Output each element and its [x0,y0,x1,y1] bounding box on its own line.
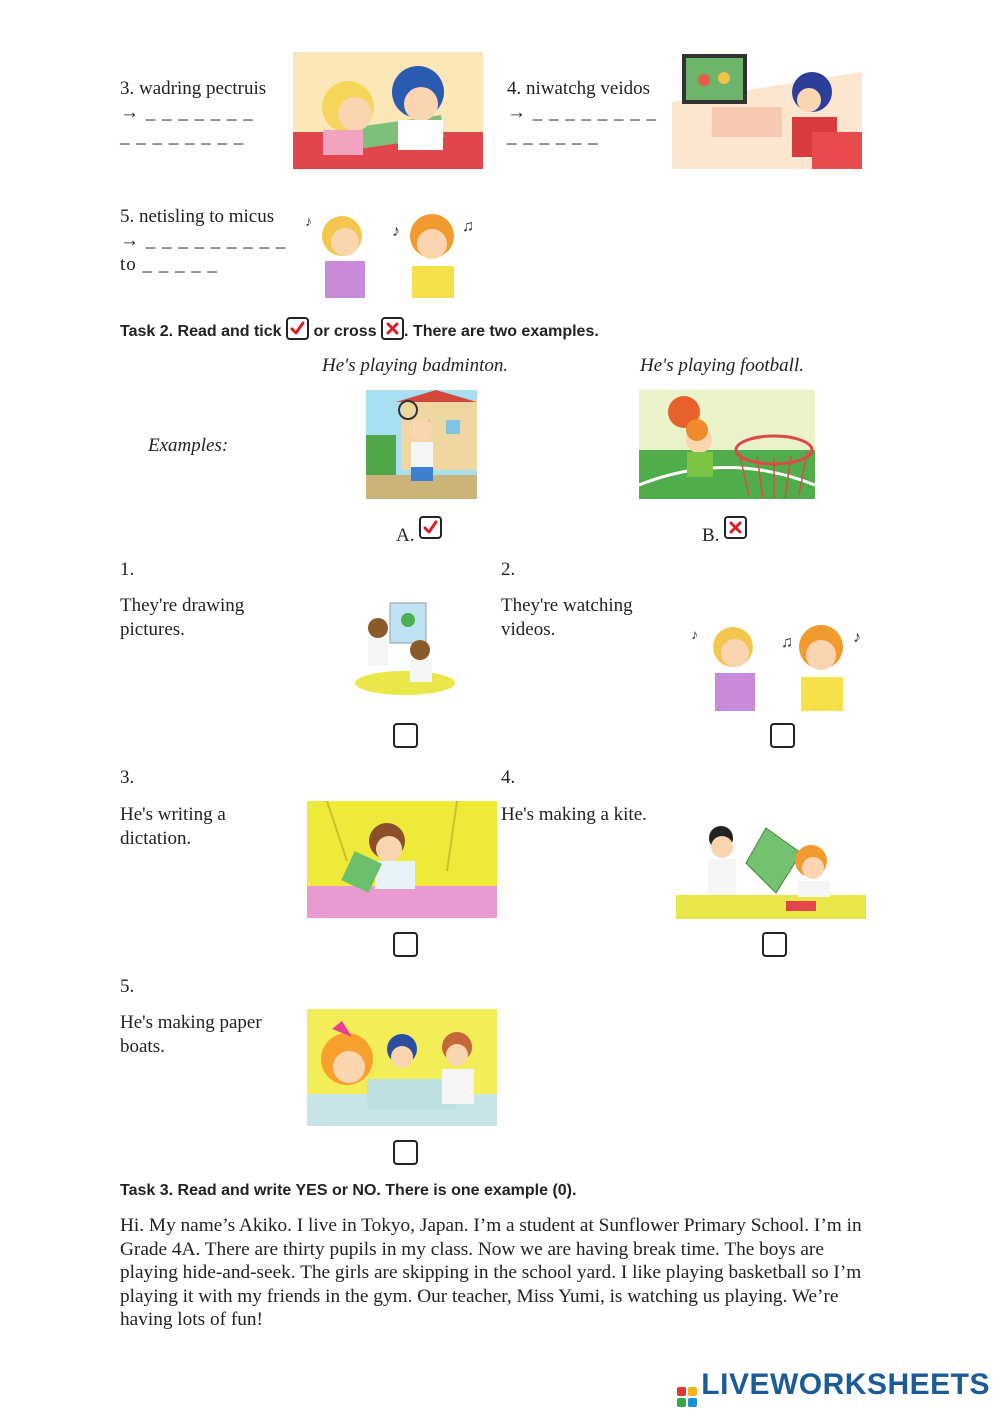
liveworksheets-brand-text: LIVEWORKSHEETS [701,1368,990,1401]
task3-passage: Hi. My name’s Akiko. I live in Tokyo, Japan. I’m a student at Sunflower Primary School. I’m in Grade 4A. There are thirty pupils in my class. Now we are having break time. The boys are playing hide-and-seek. The girls are skipping in the school yard. I like playing basketball so I’m playing it with my friends in the gym. Our teacher, Miss Yumi, is watching us playing. We’re having lots of fun! [120,1215,862,1331]
task2-item-1-number: 1. [120,559,135,580]
svg-text:♪: ♪ [691,628,698,643]
example-b-caption: He's playing football. [640,355,804,376]
drawing-pictures-image [293,52,483,169]
tick-icon [286,317,309,340]
svg-text:♪: ♪ [305,215,312,230]
task1-item-3-blank-2[interactable]: _ _ _ _ _ _ _ _ [120,126,245,147]
task1-item-4-label: 4. niwatchg veidos [507,78,651,99]
example-a [396,516,442,548]
example-a-caption: He's playing badminton. [322,355,509,376]
svg-text:♫: ♫ [462,218,474,235]
svg-text:♪: ♪ [853,629,861,646]
liveworksheets-logo [677,1368,990,1407]
liveworksheets-icon [677,1387,697,1407]
task2-item-3-checkbox[interactable] [393,932,418,957]
football-image [639,390,815,499]
task2-item-5-checkbox[interactable] [393,1140,418,1165]
task2-item-2-number: 2. [501,559,516,580]
task1-item-4-blank-1[interactable]: → _ _ _ _ _ _ _ _ [507,102,657,123]
svg-text:♫: ♫ [781,634,793,651]
task1-item-4 [507,77,677,149]
watching-videos-image [672,52,862,169]
making-kite-image [676,823,866,919]
paper-boats-image [307,1009,497,1126]
task2-item-4-checkbox[interactable] [762,932,787,957]
task1-item-3-blank-1[interactable]: → _ _ _ _ _ _ _ [120,102,254,123]
task2-heading-text-2: or cross [313,323,377,340]
example-b-letter: B. [702,525,720,546]
task2-item-2-text: They're watching videos. [501,595,633,640]
task3-heading: Task 3. Read and write YES or NO. There is one example (0). [120,1182,577,1199]
task1-item-3 [120,77,290,149]
task2-item-2-checkbox[interactable] [770,723,795,748]
example-a-tick-icon [419,516,442,539]
task1-item-4-blank-2[interactable]: _ _ _ _ _ _ [507,126,599,147]
listening-to-music-image [297,206,487,298]
task2-item-4-text: He's making a kite. [501,804,647,825]
task2-item-1-text: They're drawing pictures. [120,595,245,640]
task2-item-3-text: He's writing a dictation. [120,804,226,849]
task2-item-1-checkbox[interactable] [393,723,418,748]
task1-item-5-blank-2[interactable]: to _ _ _ _ _ [120,254,219,275]
badminton-image [366,390,477,499]
task1-item-3-label: 3. wadring pectruis [120,78,267,99]
example-b-cross-icon [724,516,747,539]
task1-item-5 [120,205,300,277]
task2-item-4-number: 4. [501,767,516,788]
writing-dictation-image [307,801,497,918]
task2-heading-text-3: . There are two examples. [404,323,599,340]
task1-item-5-blank-1[interactable]: → _ _ _ _ _ _ _ _ _ [120,230,287,251]
task2-item-5-number: 5. [120,976,135,997]
examples-label: Examples: [148,435,229,456]
cross-icon [381,317,404,340]
example-b [702,516,747,548]
drawing-pictures-item-image [350,598,456,696]
svg-text:♪: ♪ [392,223,400,240]
task2-item-5-text: He's making paper boats. [120,1012,262,1057]
task2-heading [120,317,599,341]
task2-heading-text-1: Task 2. Read and tick [120,323,282,340]
listening-item-image [683,617,875,711]
task2-item-3-number: 3. [120,767,135,788]
task1-item-5-label: 5. netisling to micus [120,206,275,227]
example-a-letter: A. [396,525,415,546]
